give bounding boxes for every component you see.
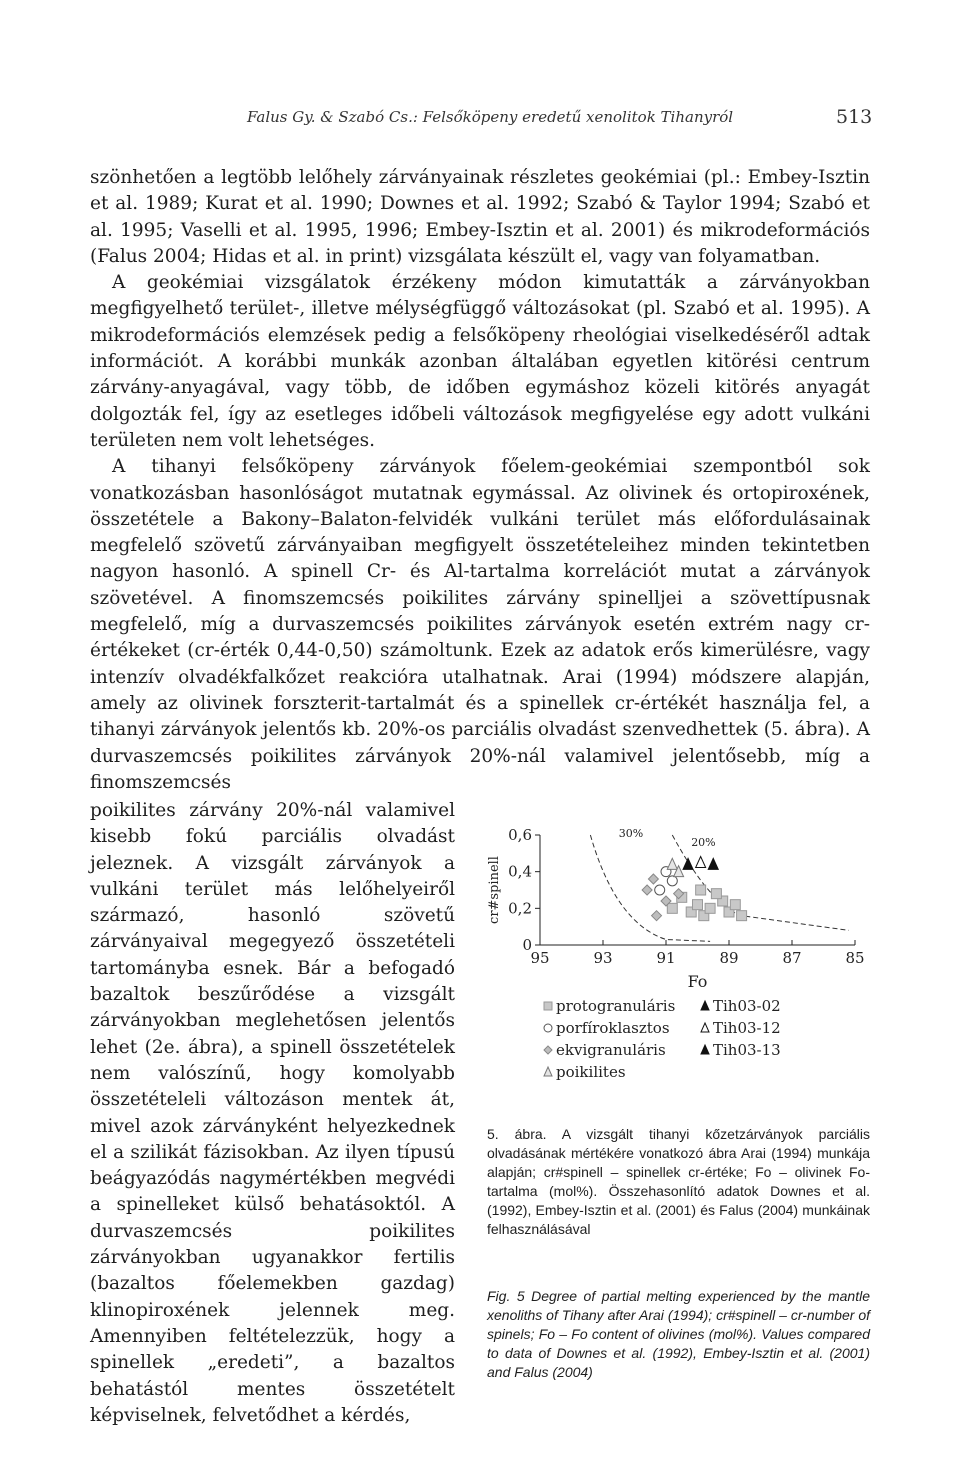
legend-label: Tih03-02 (713, 997, 781, 1015)
y-tick-label: 0,6 (508, 826, 532, 844)
y-tick-label: 0 (522, 936, 532, 954)
figure-caption-hungarian: 5. ábra. A vizsgált tihanyi kőzetzárványok parciális olvadásának mértékére vonatkozó ábra Arai (1994) munkája alapján; cr#spinell – spinellek cr-értéke; Fo – olivinek Fo-tartalma (mol%). Összehasonlító adatok Downes et al. (1992), Embey-Isztin et al. (2001) és Falus (2004) munkáinak felhasználásával (487, 1126, 870, 1237)
data-point (737, 911, 747, 921)
running-title: Falus Gy. & Szabó Cs.: Felsőköpeny eredetű xenolitok Tihanyról (247, 108, 734, 126)
data-point (642, 885, 652, 895)
body-text-left-column: poikilites zárvány 20%-nál valamivel kisebb fokú parciális olvadást jeleznek. A vizsgált zárványok a vulkáni terület más lelőhelyeiről származó, hasonló szövetű zárványaival megegyező összetételi tartományba esnek. Bár a befogadó bazaltok beszűrődése a vizsgált zárványokban meglehetősen jelentős lehet (2e. ábra), a spinell összetételek nem valószínű, hogy komolyabb összetételeli változáson mentek át, mivel azok zárványként helyezkednek el a szilikát fázisokban. Az ilyen típusú beágyazódás nagymértékben megvédi a spinelleket külső behatásoktól. A durvaszemcsés poikilites zárványokban ugyanakkor fertilis (bazaltos főelemekben gazdag) klinopiroxének jelennek meg. Amennyiben feltételezzük, hogy a spinellek „eredeti”, a bazaltos behatástól mentes összetételt képviselnek, felvetődhet a kérdés, (90, 800, 455, 1426)
x-tick-label: 95 (530, 949, 550, 967)
paragraph-1: szönhetően a legtöbb lelőhely zárványainak részletes geokémiai (pl.: Embey-Isztin et al. 1989; Kurat et al. 1990; Downes et al. 1992; Szabó & Taylor 1994; Szabó et al. 1995; Vaselli et al. 1995, 1996; Embey-Isztin et al. 2001) és mikrodeformációs (Falus 2004; Hidas et al. in print) vizsgálata készült el, vagy van folyamatban. (90, 167, 870, 267)
legend-label: protogranuláris (556, 997, 676, 1015)
data-point (655, 885, 665, 895)
figure-5-chart (470, 815, 870, 1115)
paragraph-3: A tihanyi felsőköpeny zárványok főelem-geokémiai szempontból sok vonatkozásban hasonlóságot mutatnak egymással. Az olivinek és ortopiroxének, összetétele a Bakony–Balaton-felvidék vulkáni terület más előfordulásainak megfelelő szövetű zárványaiban megfigyelt összetételeihez minden tekintetben nagyon hasonló. A spinell Cr- és Al-tartalma korrelációt mutat a zárványok szövetével. A finomszemcsés poikilites zárvány spinelljei a szövettípusnak megfelelő, míg a durvaszemcsés poikilites zárványok esetén extrém nagy cr-értékeket (cr-érték 0,44-0,50) számoltunk. Ezek az adatok erős kimerülésre, vagy intenzív olvadékfalkőzet reakcióra utalhatnak. Arai (1994) módszere alapján, amely az olivinek forszterit-tartalmát és a spinellek cr-értékét használja fel, a tihanyi zárványok jelentős kb. 20%-os parciális olvadást szenvedhettek (5. ábra). A durvaszemcsés poikilites zárványok 20%-nál valamivel jelentősebb, míg a finomszemcsés (90, 456, 870, 793)
x-tick-label: 91 (656, 949, 676, 967)
x-axis-label: Fo (687, 972, 708, 991)
legend-label: Tih03-13 (713, 1041, 781, 1059)
paragraph-2: A geokémiai vizsgálatok érzékeny módon kimutatták a zárványokban megfigyelhető terület-, illetve mélységfüggő változásokat (pl. Szabó et al. 1995). A mikrodeformációs elemzések pedig a felsőköpeny rheológiai viselkedéséről adtak információt. A korábbi munkák azonban általában egyetlen kitörési centrum zárvány-anyagával, vagy több, de időben egymáshoz közeli kitörés anyagát dolgozták fel, így az esetleges időbeli változások megfigyelése egy adott vulkáni területen nem volt lehetséges. (90, 272, 870, 451)
y-tick-label: 0,4 (508, 862, 532, 881)
data-point (683, 858, 693, 869)
figure-caption-english: Fig. 5 Degree of partial melting experienced by the mantle xenoliths of Tihany after Arai (1994); cr#spinell – cr-number of spinels; Fo – Fo content of olivines (mol%). Values compared to data of Downes et al. (1992), Embey-Isztin et al. (2001) and Falus (2004) (487, 1288, 870, 1380)
annotation-20pct: 20% (691, 836, 716, 849)
y-tick-label: 0,2 (508, 899, 532, 918)
data-point (667, 858, 677, 869)
data-point (667, 876, 677, 886)
body-text-full-width (90, 165, 870, 796)
x-tick-label: 85 (845, 949, 865, 967)
legend-marker (701, 1045, 709, 1054)
data-point (648, 874, 658, 884)
legend-marker (544, 1046, 552, 1054)
data-point (708, 858, 718, 869)
data-point (696, 857, 706, 868)
legend-label: poikilites (556, 1063, 626, 1081)
x-tick-label: 89 (719, 949, 739, 967)
data-point (730, 900, 740, 910)
data-point (711, 889, 721, 899)
page-number: 513 (836, 106, 873, 128)
legend-marker (544, 1024, 552, 1032)
legend-label: ekvigranuláris (556, 1041, 666, 1059)
data-point (705, 903, 715, 913)
legend-marker (544, 1002, 552, 1010)
data-point (693, 900, 703, 910)
x-tick-label: 93 (593, 949, 613, 967)
annotation-30pct: 30% (618, 826, 644, 840)
data-point (696, 885, 706, 895)
data-point (667, 903, 677, 913)
x-tick-label: 87 (782, 949, 802, 967)
legend-marker (701, 1001, 709, 1010)
legend-marker (701, 1023, 709, 1032)
legend-label: Tih03-12 (713, 1019, 781, 1037)
legend-marker (544, 1067, 552, 1076)
data-point (652, 911, 662, 921)
y-axis-label: cr#spinell (487, 856, 502, 924)
legend-label: porfíroklasztos (556, 1019, 670, 1037)
chart-svg (470, 815, 870, 1115)
